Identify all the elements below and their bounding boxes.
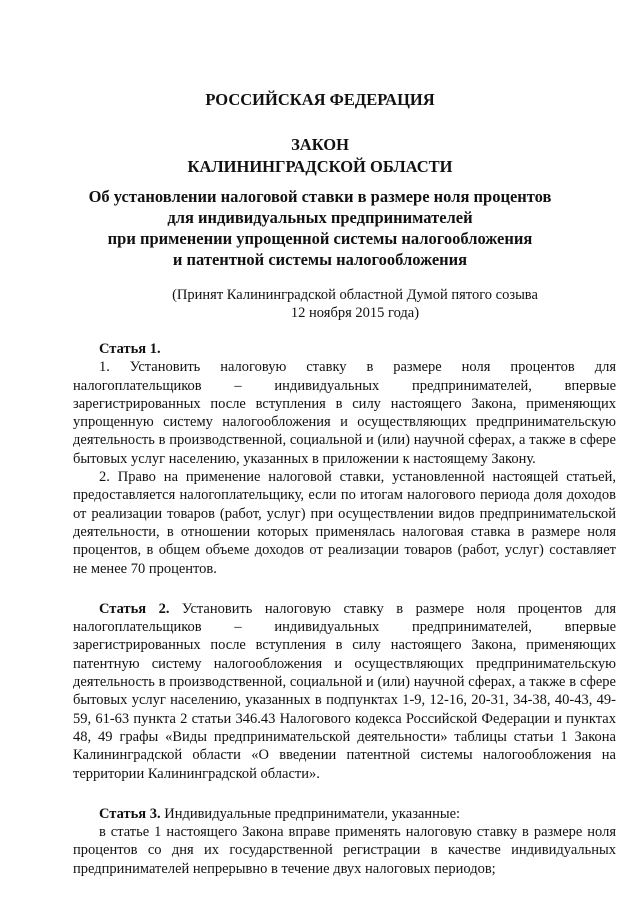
adoption-note-line2: 12 ноября 2015 года) (290, 305, 420, 321)
law-body (73, 340, 616, 878)
article-1-paragraph-2: 2. Право на применение налоговой ставки, установленной настоящей статьей, предоставляется налогоплательщику, если по итогам налогового периода доля доходов от реализации товаров (работ, услуг) при осуществлении видов предпринимательской деятельности, в отношении которых применялась налоговая ставка в размере ноля процентов, в общем объеме доходов от реализации товаров (работ, услуг) составляет не менее 70 процентов. (73, 469, 616, 577)
article-3-paragraph-1: в статье 1 настоящего Закона вправе применять налоговую ставку в размере ноля процентов со дня их государственной регистрации в качестве индивидуальных предпринимателей непрерывно в течение двух налоговых периодов; (73, 824, 616, 877)
article-2-text: Установить налоговую ставку в размере ноля процентов для налогоплательщиков – индивидуальных предпринимателей, впервые зарегистрированных после вступления в силу настоящего Закона, применяющих патентную систему налогообложения и осуществляющих предпринимательскую деятельность в производственной, социальной и (или) научной сферах, а также в сфере бытовых услуг населению, указанных в подпунктах 1-9, 12-16, 20-31, 34-38, 40-43, 49-59, 61-63 пункта 2 статьи 346.43 Налогового кодекса Российской Федерации и пунктах 48, 49 графы «Виды предпринимательской деятельности» таблицы статьи 1 Закона Калининградской области «О введении патентной системы налогообложения на территории Калининградской области». (73, 600, 616, 782)
spacer (73, 783, 616, 805)
adoption-note (0, 286, 640, 322)
spacer (73, 578, 616, 600)
law-title-line: для индивидуальных предпринимателей (167, 208, 473, 227)
law-heading (0, 134, 640, 178)
article-3-text: Индивидуальные предприниматели, указанные: (160, 805, 461, 822)
law-title-line: Об установлении налоговой ставки в размере ноля процентов (88, 187, 552, 206)
country-heading: РОССИЙСКАЯ ФЕДЕРАЦИЯ (205, 90, 435, 109)
article-3-heading: Статья 3. (99, 805, 161, 822)
law-heading-line1: ЗАКОН (291, 135, 349, 154)
article-2-paragraph (73, 600, 616, 783)
article-2-heading: Статья 2. (99, 600, 170, 617)
article-1-paragraph-1: 1. Установить налоговую ставку в размере ноля процентов для налогоплательщиков – индивидуальных предпринимателей, впервые зарегистрированных после вступления в силу настоящего Закона, применяющих упрощенную систему налогообложения и осуществляющих предпринимательскую деятельность в производственной, социальной и (или) научной сферах, а также в сфере бытовых услуг населению, указанных в приложении к настоящему Закону. (73, 359, 616, 467)
law-title-line: при применении упрощенной системы налогообложения (107, 229, 533, 248)
article-3-intro (73, 805, 616, 823)
adoption-note-line1: (Принят Калининградской областной Думой пятого созыва (172, 287, 538, 303)
law-heading-line2: КАЛИНИНГРАДСКОЙ ОБЛАСТИ (187, 157, 453, 176)
law-title-line: и патентной системы налогообложения (172, 250, 468, 269)
law-title (0, 186, 640, 270)
article-1-heading: Статья 1. (99, 341, 161, 357)
